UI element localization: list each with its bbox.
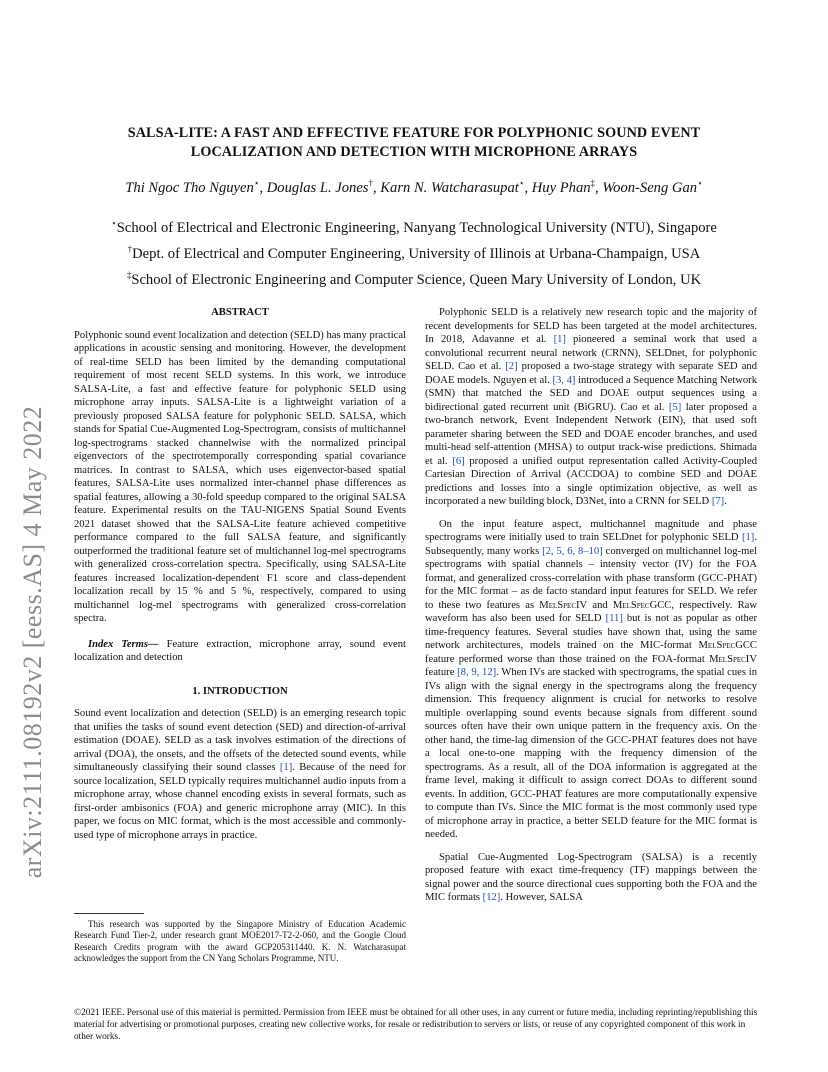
right-column (425, 306, 757, 905)
body-paragraph (425, 518, 757, 842)
text-run: , for polyphonic SELD. Cao et al. (425, 347, 757, 372)
affiliation-mark: † (127, 243, 133, 254)
author-mark: ⋆ (518, 178, 525, 188)
text-run: (EIN), that used soft parameter sharing between the SED and DOAE encoder branches, and used multi-head self-attention (MHSA) to output track-wise predictions. Shimada et al. (425, 415, 757, 467)
footnote-rule (74, 913, 144, 914)
text-run: Spatial Cue-Augmented Log-Spectrogram (SALSA) is a recently proposed feature with exact time-frequency (TF) mappings between the signal power and the source directional cues supporting both the FOA and the MIC formats (425, 851, 757, 903)
index-terms (74, 638, 406, 665)
author-name: Huy Phan (531, 179, 591, 196)
citation-link[interactable]: [3, 4] (552, 374, 576, 386)
citation-link[interactable]: [7] (711, 496, 725, 507)
citation-link[interactable]: [11] (605, 613, 623, 624)
citation-link[interactable]: [1] (553, 334, 566, 345)
text-run: feature performed worse than those trained on the FOA-format (425, 653, 710, 665)
small-caps-term: MelSpecGCC (698, 640, 757, 651)
index-terms-text: Feature extraction, microphone array, sound event localization and detection (74, 638, 406, 663)
author-name: Thi Ngoc Tho Nguyen (125, 179, 254, 196)
body-paragraph (425, 851, 757, 905)
abstract-text: Polyphonic sound event localization and detection (SELD) has many practical applications in acoustic sensing and monitoring. However, the development of real-time SELD has been limited by the demanding computational requirement of most recent SELD systems. In this work, we introduce SALSA-Lite, a fast and effective feature for polyphonic SELD using microphone array inputs. SALSA-Lite is a lightweight variation of a previously proposed SALSA feature for polyphonic SELD. SALSA, which stands for Spatial Cue-Augmented Log-Spectrogram, consists of multichannel log-spectrograms stacked channelwise with the normalized principal eigenvectors of the spectrotemporally corresponding spatial covariance matrices. In contrast to SALSA, which uses eigenvector-based spatial features, SALSA-Lite uses normalized inter-channel phase differences as spatial features, allowing a 30-fold speedup compared to the original SALSA feature. Experimental results on the TAU-NIGENS Spatial Sound Events 2021 dataset showed that the SALSA-Lite feature achieved competitive performance compared to the full SALSA feature, and significantly outperformed the traditional feature set of multichannel log-mel spectrograms with generalized cross-correlation spectra. Specifically, using SALSA-Lite features increased localization-dependent F1 score and class-dependent localization recall by 15 % and 5 %, respectively, compared to using multichannel log-mel spectrograms with generalized cross-correlation spectra. (74, 329, 406, 624)
affiliation (40, 239, 788, 265)
author-list: Thi Ngoc Tho Nguyen⋆, Douglas L. Jones†, Karn N. Watcharasupat⋆, Huy Phan‡, Woon-Seng Gan⋆ (125, 178, 703, 196)
citation-link[interactable]: [2] (505, 361, 518, 372)
affiliation-text: Dept. of Electrical and Computer Engineering, University of Illinois at Urbana-Champaign, USA (132, 245, 701, 262)
text-run: proposed a unified output representation called (464, 455, 683, 467)
intro-paragraph (74, 707, 406, 842)
funding-footnote: This research was supported by the Singapore Ministry of Education Academic Research Fund Tier-2, under research grant MOE2017-T2-2-060, and the Google Cloud Research Credits program with the award GCP205311440. K. N. Watcharasupat acknowledges the support from the CN Yang Scholars Programme, NTU. (74, 919, 406, 964)
italic-term: Activity-Coupled Cartesian Direction of Arrival (425, 455, 757, 480)
text-run: (ACCDOA) to combine SED and DOAE predictions and losses into a single optimization objective, as well as incorporated a new building block, D3Net, into a CRNN for SELD (425, 469, 757, 507)
text-run: later proposed a two-branch network, (425, 401, 757, 426)
citation-link[interactable]: [1] (279, 762, 293, 773)
arxiv-identifier: arXiv:2111.08192v2 [eess.AS] 4 May 2022 (18, 405, 47, 879)
left-column (74, 306, 406, 842)
text-run: Sound event localization and detection (SELD) is an emerging research topic that unifies the tasks of sound event detection (SED) and direction-of-arrival estimation (DOAE). SELD as a task involves estimation of the directions of arrival (DOA), the onsets, and the offsets of the detected sound events, while simultaneously classifying their sound classes (74, 708, 406, 773)
abstract-heading: ABSTRACT (211, 307, 269, 318)
author-name: Woon-Seng Gan (602, 179, 698, 196)
text-run: . However, SALSA (500, 892, 583, 903)
paper-title (80, 124, 748, 161)
text-run: feature (425, 667, 458, 678)
affiliation-list (40, 213, 788, 291)
affiliation-text: School of Electrical and Electronic Engineering, Nanyang Technological University (NTU), Singapore (116, 219, 717, 236)
italic-term: Event Independent Network (524, 415, 652, 426)
affiliation-text: School of Electronic Engineering and Computer Science, Queen Mary University of London, UK (131, 271, 702, 288)
author-mark: ‡ (590, 178, 596, 188)
small-caps-term: MelSpecIV (709, 653, 757, 665)
title-line-1: SALSA-LITE: A FAST AND EFFECTIVE FEATURE FOR POLYPHONIC SOUND EVENT (127, 125, 701, 141)
text-run: . Subsequently, many works (425, 532, 757, 557)
title-line-2: LOCALIZATION AND DETECTION WITH MICROPHONE ARRAYS (190, 143, 638, 160)
italic-term: Sequence Matching Network (633, 374, 757, 386)
text-run: pioneered a seminal work that used a convolutional recurrent neural network (CRNN), (425, 334, 757, 359)
text-run: and (587, 599, 613, 611)
text-run: introduced a (575, 374, 634, 386)
small-caps-term: MelSpecIV (539, 599, 588, 611)
author-mark: † (368, 178, 373, 188)
text-run: converged on multichannel log-mel spectrograms with spatial channels – intensity vector (IV) for the FOA format, and generalized cross-correlation with phase transform (GCC-PHAT) for the MIC format – as de facto standard input features for SELD. We refer to these two features as (425, 545, 757, 611)
section-heading-introduction: 1. INTRODUCTION (192, 685, 288, 697)
text-run: . When IVs are stacked with spectrograms, the spatial cues in IVs align with the signal energy in the spectrograms along the frequency dimension. This frequency alignment is crucial for networks to resolve multiple overlapping sound events because signals from different sound sources often have their own unique pattern in the frequency axis. On the other hand, the time-lag dimension of the GCC-PHAT features does not have a local one-to-one mapping with the frequency dimension of the spectrograms. As a result, all of the DOA information is aggregated at the frame level, making it difficult to assign correct DOAs to different sound events. In addition, GCC-PHAT features are more computationally expensive to compute than IVs. Since the MIC format is the most commonly used type of microphone array in practice, a better SELD feature for the MIC format is needed. (425, 667, 757, 840)
text-run: On the input feature aspect, multichannel magnitude and phase spectrograms were initially used to train SELDnet for polyphonic SELD (425, 518, 757, 543)
citation-link[interactable]: [5] (668, 401, 682, 413)
text-run: but is not as popular as other time-frequency features. Several studies have shown that, using the same network architectures, models trained on the MIC-format (425, 613, 757, 651)
citation-link[interactable]: [1] (741, 532, 755, 543)
affiliation-mark: ⋆ (111, 218, 117, 228)
text-run: (SMN) that matched the SED and DOAE output sequences using a bidirectional gated recurrent unit (BiGRU). Cao et al. (425, 388, 757, 413)
text-run: Polyphonic SELD is a relatively new research topic and the majority of recent developments for SELD has been targeted at the model architectures. In 2018, Adavanne et al. (425, 307, 757, 345)
index-terms-label: Index Terms— (88, 638, 159, 650)
citation-link[interactable]: [12] (482, 892, 501, 903)
affiliation (40, 265, 788, 291)
copyright-notice: ©2021 IEEE. Personal use of this material is permitted. Permission from IEEE must be obtained for all other uses, in any current or future media, including reprinting/republishing this material for advertising or promotional purposes, creating new collective works, for resale or redistribution to servers or lists, or reuse of any copyrighted component of this work in other works. (74, 1008, 758, 1042)
citation-link[interactable]: [6] (452, 455, 465, 467)
small-caps-term: MelSpecGCC (612, 599, 672, 611)
text-run: . Because of the need for source localization, SELD typically requires multichannel audio inputs from a microphone array, whose channel encoding exists in several formats, such as first-order ambisonics (FOA) and generic microphone array (MIC). In this paper, we focus on MIC format, which is the most accessible and commonly-used type of microphone arrays in practice. (74, 762, 406, 841)
text-run: proposed a two-stage strategy with separate SED and DOAE models. Nguyen et al. (425, 361, 758, 386)
author-name: Karn N. Watcharasupat (380, 179, 519, 196)
affiliation (40, 213, 788, 239)
affiliation-mark: ‡ (126, 269, 132, 280)
text-run: , respectively. Raw waveform has also been used for SELD (425, 599, 757, 624)
text-run: . (724, 496, 727, 507)
body-paragraph (425, 306, 757, 509)
citation-link[interactable]: [2, 5, 6, 8–10] (542, 545, 603, 557)
author-mark: ⋆ (253, 178, 260, 188)
italic-term: SELDnet (645, 347, 685, 359)
author-mark: ⋆ (697, 178, 703, 188)
author-name: Douglas L. Jones (266, 179, 369, 196)
citation-link[interactable]: [8, 9, 12] (457, 667, 497, 678)
